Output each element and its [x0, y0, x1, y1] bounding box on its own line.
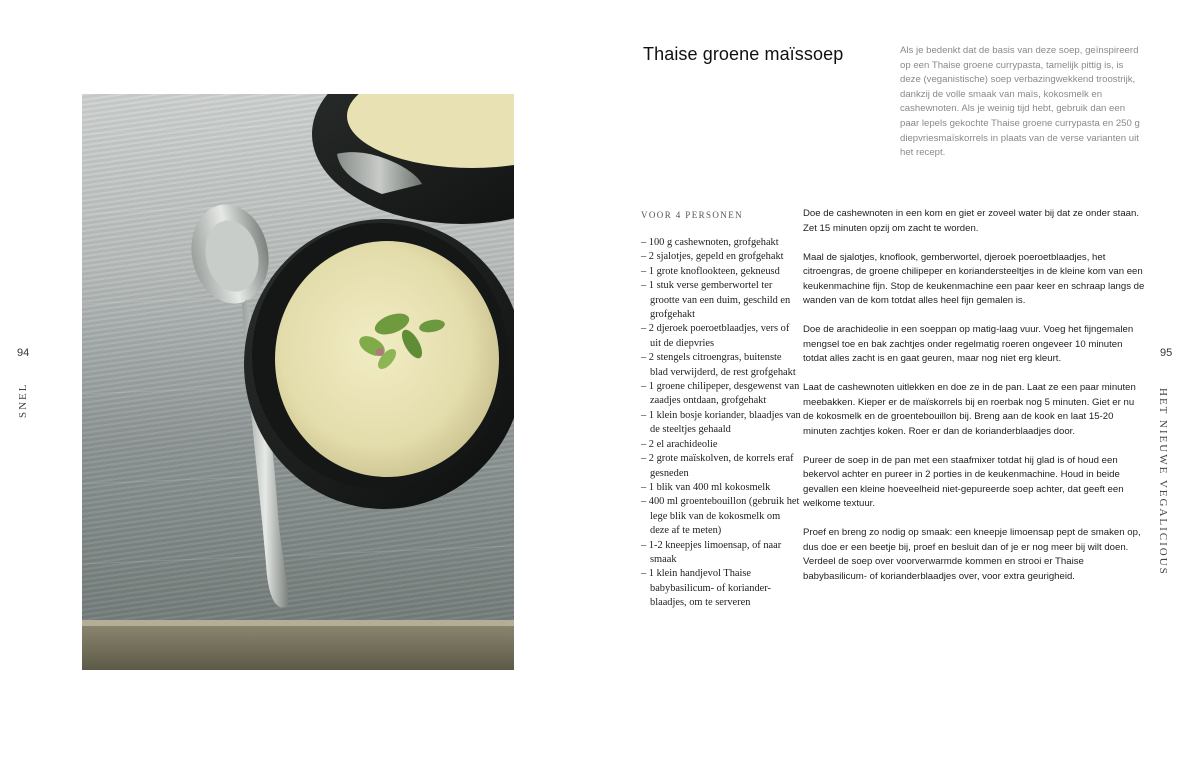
method-step: Maal de sjalotjes, knoflook, gemberwortel, djeroek poeroetblaadjes, het citroengras, de groene chilipeper en koriandersteeltjes in de kleine kom van een keukenmachine fijn. Stop de keukenmachine een paar keer en schraap langs de wanden van de kom totdat alles heel fijn gemalen is. — [803, 251, 1145, 306]
right-page — [594, 0, 1188, 775]
recipe-title: Thaise groene maïssoep — [643, 44, 844, 64]
ingredient-item: – 1 klein handjevol Thaise babybasilicum- of koriander-blaadjes, om te serveren — [641, 568, 771, 609]
ingredient-item: – 2 grote maïskolven, de korrels eraf gesneden — [641, 453, 794, 479]
method-step: Doe de arachideolie in een soeppan op matig-laag vuur. Voeg het fijngemalen mengsel toe en bak zachtjes onder regelmatig roeren ongeveer 10 minuten totdat alles zacht is en gaat geuren, maar nog niet erg kleurt. — [803, 324, 1134, 364]
ingredient-item: – 1 groene chilipeper, desgewenst van zaadjes ontdaan, grofgehakt — [641, 381, 800, 407]
running-head-right: HET NIEUWE VEGALICIOUS — [1157, 388, 1169, 576]
ingredient-item: – 2 sjalotjes, gepeld en grofgehakt — [641, 251, 784, 263]
running-head-left: SNEL — [17, 382, 29, 418]
page-number-right: 95 — [1160, 347, 1173, 359]
method-step: Proef en breng zo nodig op smaak: een kneepje limoensap pept de smaken op, dus doe er een beetje bij, proef en besluit dan of je er nog meer bij wilt doen. Verdeel de soep over voorverwarmde kommen en strooi er Thaise babybasilicum- of korianderblaadjes over, voor extra geurigheid. — [803, 527, 1141, 582]
page-number-left: 94 — [17, 347, 30, 359]
servings-label: VOOR 4 PERSONEN — [641, 210, 744, 220]
ingredient-item: – 1-2 kneepjes limoensap, of naar smaak — [641, 539, 782, 565]
ingredient-item: – 1 blik van 400 ml kokosmelk — [641, 481, 771, 493]
ingredient-item: – 1 grote knoflookteen, gekneusd — [641, 265, 780, 277]
soup-illustration — [82, 94, 514, 670]
method-step: Laat de cashewnoten uitlekken en doe ze in de pan. Laat ze een paar minuten meebakken. Kieper er de maïskorrels bij en roerbak nog 5 minuten. Giet er nu de kokosmelk en de groentebouillon bij. Breng aan de kook en laat 15-20 minuten zachtjes koken. Roer er dan de korianderblaadjes door. — [803, 382, 1136, 437]
ingredient-item: – 2 djeroek poeroetblaadjes, vers of uit de diepvries — [641, 323, 790, 349]
ingredients-list — [641, 236, 801, 611]
ingredient-item: – 400 ml groentebouillon (gebruik het lege blik van de kokosmelk om deze af te meten) — [641, 496, 800, 537]
method-step: Doe de cashewnoten in een kom en giet er zoveel water bij dat ze onder staan. Zet 15 minuten opzij om zacht te worden. — [803, 208, 1139, 234]
recipe-intro: Als je bedenkt dat de basis van deze soep, geïnspireerd op een Thaise groene currypasta, tamelijk pittig is, is deze (veganistische) soep verbazingwekkend troostrijk, dankzij de volle smaak van maïs, kokosmelk en cashewnoten. Als je weinig tijd hebt, gebruik dan een paar lepels gekochte Thaise groene currypasta en 250 g diepvriesmaïskorrels in plaats van de verse varianten uit het recept. — [900, 45, 1140, 159]
ingredient-item: – 2 el arachideolie — [641, 438, 718, 450]
ingredient-item: – 1 klein bosje koriander, blaadjes van de steeltjes gehaald — [641, 409, 801, 436]
soup-photo — [82, 94, 514, 670]
method-step: Pureer de soep in de pan met een staafmixer totdat hij glad is of houd een bekervol achter en pureer in 2 porties in de keukenmachine. Houd in beide gevallen een kleine hoeveelheid niet-gepureerde soep achter, dat geeft een welkome textuur. — [803, 454, 1124, 509]
ingredient-item: – 1 stuk verse gemberwortel ter grootte van een duim, geschild en grofgehakt — [641, 280, 791, 321]
ingredient-item: – 100 g cashewnoten, grofgehakt — [641, 237, 779, 248]
method-text — [803, 207, 1147, 599]
ingredient-item: – 2 stengels citroengras, buitenste blad verwijderd, de rest grofgehakt — [641, 352, 796, 378]
